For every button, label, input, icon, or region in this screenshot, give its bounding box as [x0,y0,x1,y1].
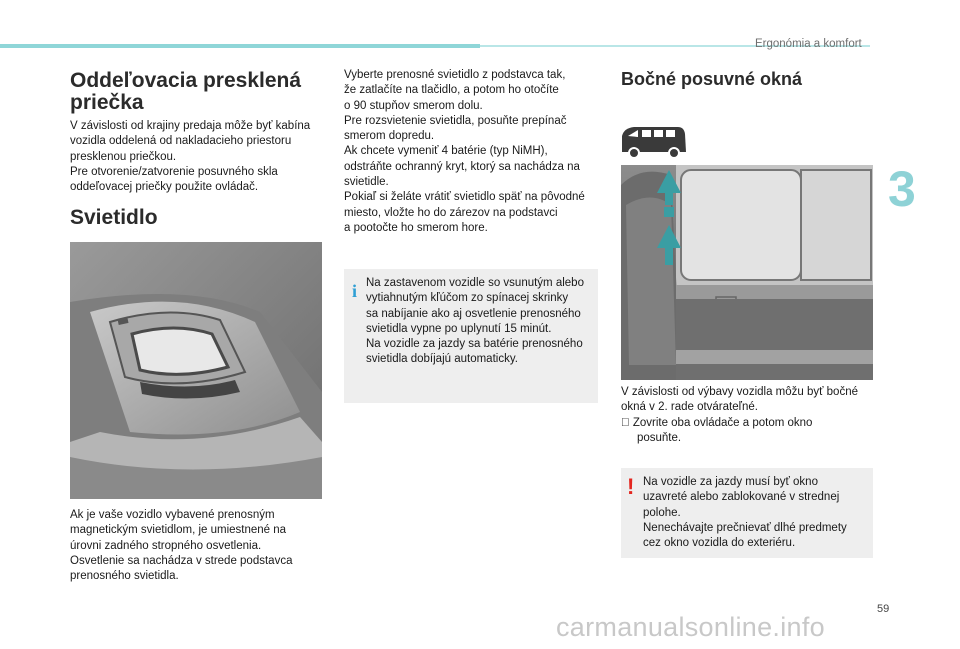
chapter-number: 3 [888,161,916,217]
text-line: miesto, vložte ho do zárezov na podstavci [344,206,558,219]
text-line: Ak chcete vymeniť 4 batérie (typ NiMH), [344,145,548,158]
side-windows-heading: Bočné posuvné okná [621,69,803,89]
text-line: svietidle. [344,176,389,189]
text-line: Pokiaľ si želáte vrátiť svietidlo späť na pôvodné [344,191,585,204]
text-line: oddeľovacej priečky použite ovládač. [70,181,259,194]
text-line: Ak je vaše vozidlo vybavené prenosným [70,509,275,521]
text-line: Nenechávajte prečnievať dlhé predmety [643,521,847,534]
sliding-window-photo [621,165,873,380]
text-line: úrovni zadného stropného osvetlenia. [70,539,262,552]
text-line: posuňte. [621,431,682,444]
info-note-box [344,269,598,403]
text-line: a pootočte ho smerom hore. [344,221,488,234]
warning-icon: ! [627,474,635,499]
text-line: Pre rozsvietenie svietidla, posuňte prepínač [344,114,567,127]
text-line: Na zastavenom vozidle so vsunutým alebo [366,277,584,289]
text-line: sa nabíjanie ako aj osvetlenie prenosného [366,307,581,320]
text-line: vozidla oddelená od nakladacieho priestoru [70,135,292,148]
lamp-instructions [344,68,602,236]
van-icon [618,122,690,162]
text-line: že zatlačíte na tlačidlo, a potom ho otočíte [344,84,559,97]
text-line: Na vozidle za jazdy musí byť okno [643,476,818,488]
lamp-description [70,508,330,584]
warning-note-text [643,475,868,551]
text-line: cez okno vozidla do exteriéru. [643,537,796,550]
text-line: okná v 2. rade otvárateľné. [621,401,758,414]
text-line: vytiahnutým kľúčom zo spínacej skrinky [366,292,569,305]
text-line: Osvetlenie sa nachádza v strede podstavca [70,554,293,567]
text-line: V závislosti od krajiny predaja môže byť kabína [70,120,311,132]
portable-lamp-photo [70,242,322,499]
partition-intro [70,119,330,195]
lamp-heading: Svietidlo [70,206,158,229]
section-title: Ergonómia a komfort [755,38,862,50]
text-line: presklenou priečkou. [70,150,177,163]
text-line: Vyberte prenosné svietidlo z podstavca tak, [344,69,566,81]
text-line: svietidla vypne po uplynutí 15 minút. [366,322,552,335]
header-accent-bar [0,44,480,48]
partition-heading: Oddeľovacia presklená priečka [70,69,302,115]
side-windows-text [621,385,881,446]
text-line: odstráňte ochranný kryt, ktorý sa nachádza na [344,160,580,173]
text-line: magnetickým svietidlom, je umiestnené na [70,524,287,537]
text-line: smerom dopredu. [344,130,435,143]
text-line: V závislosti od výbavy vozidla môžu byť bočné [621,386,858,398]
text-line: uzavreté alebo zablokované v strednej [643,491,840,504]
text-line: Pre otvorenie/zatvorenie posuvného skla [70,165,278,178]
page-number: 59 [877,603,890,615]
text-line: Na vozidle za jazdy sa batérie prenosného [366,338,583,351]
text-line: svietidla dobíjajú automaticky. [366,353,518,366]
text-line: prenosného svietidla. [70,570,179,583]
info-note-text [366,276,596,368]
watermark: carmanualsonline.info [556,612,825,642]
info-icon: i [352,281,358,301]
text-line: o 90 stupňov smerom dolu. [344,99,483,112]
text-line: polohe. [643,506,681,519]
text-line: Zovrite oba ovládače a potom okno [621,416,801,429]
warning-note-box [621,468,873,558]
